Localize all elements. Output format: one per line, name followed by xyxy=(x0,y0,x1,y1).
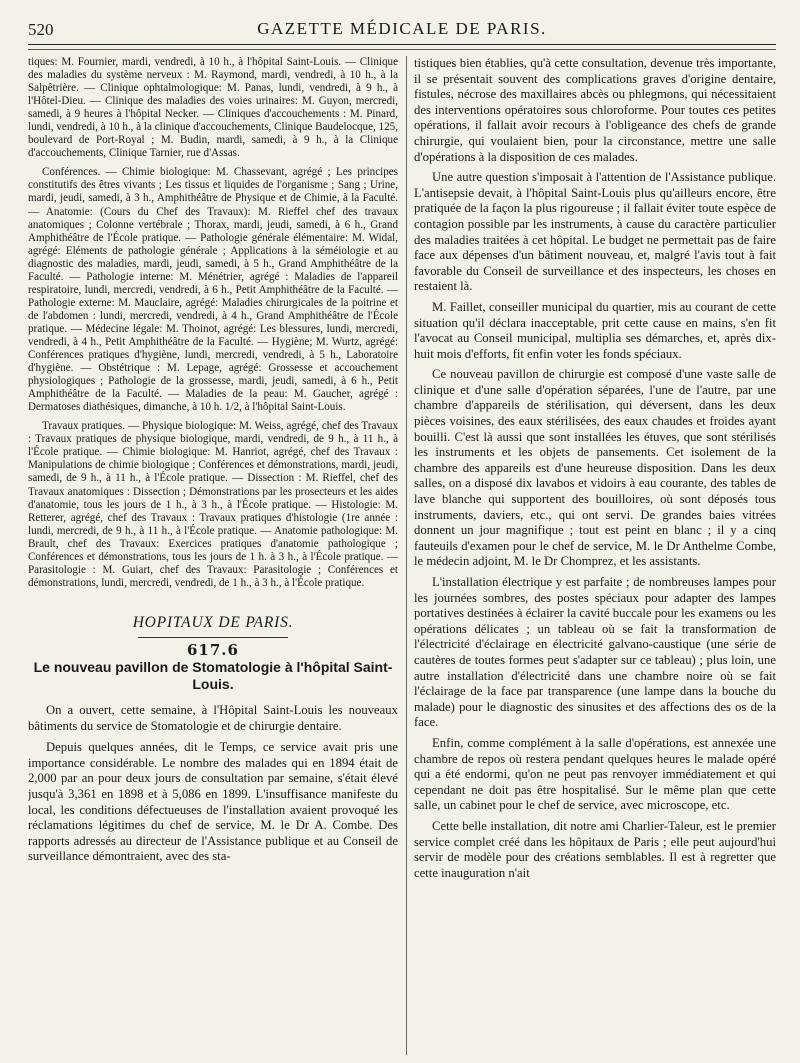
article-paragraph: L'installation électrique y est parfaite ; de nombreuses lampes pour les journées sombres, des postes spéciaux pour adapter des lampes portatives destinées à éclairer la cavité buccale pour les examens ou les opérations délicates ; un tableau où se fait la transformation de l'électricité d'éclairage en électricité galvano-caustique (une série de cautères de toutes formes peut s'adapter sur ce tableau) ; plus loin, une autre installation d'électricité dans une chambre noire où se fait l'éclairage de la face par transparence (une lampe dans la bouche du malade) pour le diagnostic des sinusites et des affections des os de la face. xyxy=(414,575,776,730)
section-title: HOPITAUX DE PARIS. xyxy=(132,613,294,631)
article-paragraph: Depuis quelques années, dit le Temps, ce service avait pris une importance considérable. Le nombre des malades qui en 1894 était de 2,000 par an pour deux jours de consultation par semaine, s'était élevé jusqu'à 3,361 en 1898 et à 5,086 en 1899. L'insuffisance manifeste du local, les conditions défectueuses de l'installation avaient provoqué les réclamations légitimes du chef de service, M. le Dr A. Combe. Des rapports adressés au directeur de l'Assistance publique et au Conseil de surveillance démontraient, avec des sta- xyxy=(28,740,398,864)
practical-work-paragraph: Travaux pratiques. — Physique biologique: M. Weiss, agrégé, chef des Travaux : Travaux pratiques de physique biologique, mardi, vendredi, de 9 h., à 11 h., à l'École pratique. — Chimie biologique: M. Hanriot, agrégé, chef des Travaux : Manipulations de chimie biologique ; Conférences et démonstrations, mardi, jeudi, samedi, de 9 h., à 11 h., à l'École pratique. — Dissection : M. Rieffel, chef des Travaux anatomiques : Dissection ; Démonstrations par les prosecteurs et les aides d'anatomie, tous les jours de 1 h., à 3 h., à l'École pratique. — Histologie: M. Retterer, agrégé, chef des Travaux : Travaux pratiques d'histologie (1re année : lundi, mercredi, de 9 h., à 11 h., à l'École pratique. — Anatomie pathologique: M. Brault, chef des Travaux: Exercices pratiques d'anatomie pathologique ; Conférences et démonstrations, tous les jours de 1 h. à 3 h., à l'École pratique. — Parasitologie : M. Guiart, chef des Travaux: Parasitologie ; Conférences et démonstrations, lundi, mercredi, vendredi, de 1 h., à 3 h., à l'École pratique. xyxy=(28,420,398,589)
article-paragraph: On a ouvert, cette semaine, à l'Hôpital Saint-Louis les nouveaux bâtiments du service de Stomatologie et de chirurgie dentaire. xyxy=(28,702,398,733)
left-column xyxy=(28,56,398,1055)
article-title: Le nouveau pavillon de Stomatologie à l'hôpital Saint-Louis. xyxy=(33,658,393,692)
right-column xyxy=(414,56,776,1055)
article-paragraph: Enfin, comme complément à la salle d'opérations, est annexée une chambre de repos où restera pendant quelques heures le malade opéré qui a été endormi, qu'on ne peut pas renvoyer immédiatement et qui cependant ne doit pas être hospitalisé. Sur le même plan que cette salle, un cabinet pour le chef de service, avec microscope, etc. xyxy=(414,735,776,813)
journal-title: GAZETTE MÉDICALE DE PARIS. xyxy=(257,19,547,38)
page-number: 520 xyxy=(28,20,54,39)
article-paragraph: Cette belle installation, dit notre ami Charlier-Taleur, est le premier service complet créé dans les hôpitaux de Paris ; elle peut aujourd'hui servir de modèle pour des créations semblables. Il est à regretter que cette inauguration n'ait xyxy=(414,818,776,880)
article-number: 617.6 xyxy=(187,640,239,659)
article-paragraph: M. Faillet, conseiller municipal du quartier, mis au courant de cette situation qu'il déclara inacceptable, prit cette cause en mains, s'en fit l'avocat au Conseil municipal, multiplia ses démarches, et, après dix-huit mois d'efforts, fit enfin voter les fonds spéciaux. xyxy=(414,299,776,361)
article-body-start xyxy=(28,703,398,865)
article-paragraph: Ce nouveau pavillon de chirurgie est composé d'une vaste salle de clinique et d'une salle d'opération séparées, l'une de l'autre, par une chambre d'appareils de stérilisation, qui déversent, dans les deux pièces voisines, des eaux stérilisées, des eaux chaudes et froides ayant bouilli. C'est là aussi que sont installées les étuves, que sont stérilisés les instruments et les objets de pansements. Cet isolement de la chambre des appareils est d'une heureuse disposition. Dans les deux salles, on a disposé dix lavabos et vidoirs à eau courante, des tables de lave blanche qui supportent des bouilloires, où sont déposés tous instruments, daviers, etc., qui ont servi. De grandes baies vitrées donnent un jour magnifique ; tout est peint en blanc ; il y a cinq fauteuils d'examen pour le chef de service, M. le Dr Anthelme Combe, le médecin adjoint, M. le Dr Chomprez, et les assistants. xyxy=(414,367,776,569)
article-paragraph: tistiques bien établies, qu'à cette consultation, devenue très importante, il se présentait souvent des complications graves d'origine dentaire, fistules, nécrose des maxillaires abcès ou phlegmons, qui nécessitaient des interventions opératoires sous chloroforme. Pour toutes ces petites opérations, il fallait avoir recours à l'obligeance des chefs de grande chirurgie, qui voulaient bien, pour la circonstance, mettre une salle d'opérations à la disposition de ces malades. xyxy=(414,56,776,164)
clinics-paragraph: tiques: M. Fournier, mardi, vendredi, à 10 h., à l'hôpital Saint-Louis. — Clinique des maladies du système nerveux : M. Raymond, mardi, vendredi, à 10 h., à la Salpêtrière. — Clinique ophtalmologique: M. Panas, lundi, vendredi, à 9 h., à l'Hôtel-Dieu. — Clinique des maladies des voies urinaires: M. Guyon, mercredi, samedi, à 9 heures à l'hôpital Necker. — Cliniques d'accouchements : M. Pinard, lundi, vendredi, à 10 h., à la clinique d'accouchements, Clinique Baudelocque, 125, boulevard de Port-Royal ; M. Budin, mardi, samedi, à 9 h., à la Clinique d'accouchements, Clinique Tarnier, rue d'Assas. xyxy=(28,56,398,160)
conferences-paragraph: Conférences. — Chimie biologique: M. Chassevant, agrégé ; Les principes constitutifs des êtres vivants ; Les tissus et liquides de l'organisme ; Sang ; Urine, mardi, jeudi, samedi, à 3 h., Amphithéâtre de Physique et de Chimie, à la Faculté. — Anatomie: (Cours du Chef des Travaux): M. Rieffel chef des travaux anatomiques ; Colonne vertébrale ; Thorax, mardi, jeudi, samedi, à 6 h., Grand Amphithéâtre de l'École pratique. — Pathologie générale élémentaire: M. Widal, agrégé: Eléments de pathologie générale ; Applications à la séméiologie et au diagnostic des maladies, mardi, jeudi, samedi, à 5 h., Grand Amphithéâtre de la Faculté. — Pathologie interne: M. Ménétrier, agrégé : Maladies de l'appareil respiratoire, lundi, mercredi, vendredi, à 6 h., Petit Amphithéâtre de la Faculté. — Pathologie externe: M. Mauclaire, agrégé: Maladies chirurgicales de la poitrine et de l'abdomen : lundi, mercredi, vendredi, à 4 h., Grand Amphithéâtre de l'École pratique. — Médecine légale: M. Thoinot, agrégé: Les blessures, lundi, mercredi, vendredi, à 4 h., Petit Amphithéâtre de la Faculté. — Hygiène; M. Wurtz, agrégé: Conférences pratiques d'hygiène, lundi, mercredi, vendredi, à 5 h., Laboratoire d'hygiène. — Obstétrique : M. Lepage, agrégé: Grossesse et accouchement physiologiques ; Pathologie de la grossesse, mardi, jeudi, samedi, à 6 h., Petit Amphithéâtre de la Faculté. — Maladies de la peau: M. Gaucher, agrégé : Dermatoses diathésiques, dimanche, à 10 h. 1/2, à l'hôpital Saint-Louis. xyxy=(28,166,398,414)
section-divider xyxy=(138,637,288,638)
page-header xyxy=(28,18,776,45)
column-divider xyxy=(406,56,407,1055)
article-paragraph: Une autre question s'imposait à l'attention de l'Assistance publique. L'antisepsie devait, à l'hôpital Saint-Louis plus qu'ailleurs encore, être pratiquée de la façon la plus rigoureuse ; il fallait éviter toute espèce de contagion possible par les instruments, à cause du caractère particulier des maladies traitées à cet hôpital. Le budget ne permettait pas de faire face aux dépenses d'un bâtiment nouveau, et, malgré l'avis tout à fait favorable du Conseil de surveillance et des inspecteurs, les choses en restaient là. xyxy=(414,170,776,294)
header-rule xyxy=(28,49,776,50)
